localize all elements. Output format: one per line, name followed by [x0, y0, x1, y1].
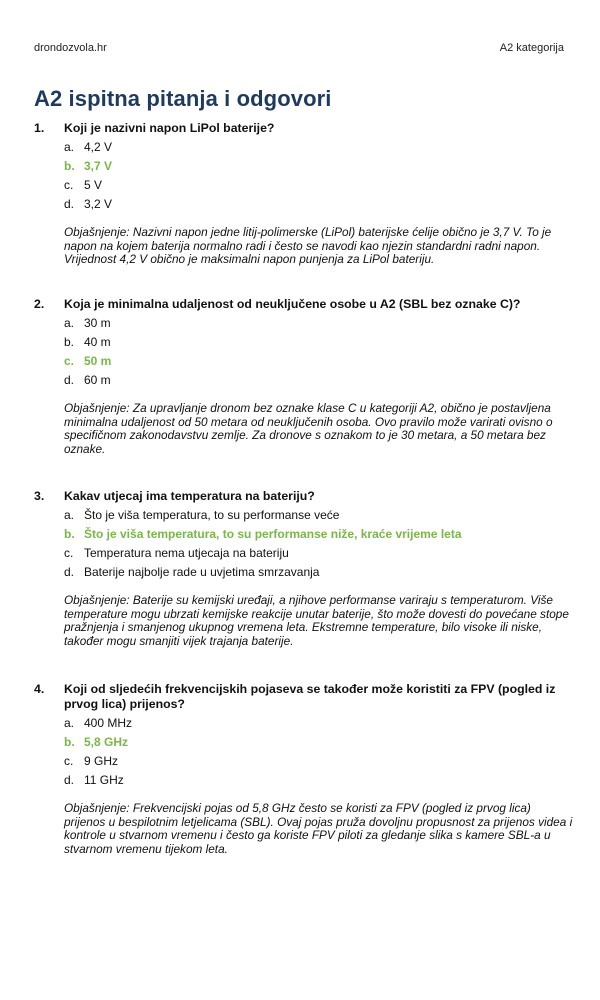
page-title: A2 ispitna pitanja i odgovori — [34, 86, 332, 111]
question-4 — [34, 682, 574, 856]
question-number: 2. — [34, 297, 45, 311]
question-2 — [34, 297, 574, 456]
answer-option: a. 4,2 V — [64, 140, 113, 154]
correct-answer-option: b. Što je viša temperatura, to su performanse niže, kraće vrijeme leta — [64, 527, 462, 541]
question-text: Koji je nazivni napon LiPol baterije? — [64, 121, 275, 135]
question-text: Koja je minimalna udaljenost od neuključene osobe u A2 (SBL bez oznake C)? — [64, 297, 521, 311]
explanation: Objašnjenje: Za upravljanje dronom bez oznake klase C u kategoriji A2, obično je postavljena minimalna udaljenost od 50 metara od neuključenih osoba. Ovo pravilo može varirati ovisno o specifičnom zakonodavstvu zemlje. Za dronove s oznakom to je 30 metara, a 50 metara bez oznake. — [64, 401, 553, 456]
explanation: Objašnjenje: Frekvencijski pojas od 5,8 GHz često se koristi za FPV (pogled iz prvog lica) prijenos u bespilotnim letjelicama (SBL). Ovaj pojas pruža dovoljnu propusnost za prijenos videa i kontrole u stvarnom vremenu i često ga koriste FPV piloti za gledanje slika s kamere SBL-a u stvarnom vremenu tijekom leta. — [64, 801, 573, 856]
answer-option: d. 60 m — [64, 373, 111, 387]
category-label: A2 kategorija — [499, 42, 564, 54]
answer-options — [34, 714, 574, 790]
answer-option: d. 11 GHz — [64, 773, 124, 787]
answer-option: c. 5 V — [64, 178, 103, 192]
site-name: drondozvola.hr — [34, 42, 107, 54]
explanation: Objašnjenje: Baterije su kemijski uređaji, a njihove performanse variraju s temperaturom. Više temperature mogu ubrzati kemijske reakcije unutar baterije, što može dovesti do povećane stope pražnjenja i smanjenog ukupnog vremena leta. Ekstremne temperature, bilo visoke ili niske, također mogu smanjiti vijek trajanja baterije. — [64, 593, 569, 648]
explanation: Objašnjenje: Nazivni napon jedne litij-polimerske (LiPol) baterijske ćelije obično je 3,7 V. To je napon na kojem baterija normalno radi i često se navodi kao njezin standardni radni napon. Vrijednost 4,2 V obično je maksimalni napon punjenja za LiPol bateriju. — [64, 225, 552, 267]
correct-answer-option: b. 3,7 V — [64, 159, 113, 173]
question-1 — [34, 121, 574, 267]
answer-option: d. 3,2 V — [64, 197, 113, 211]
answer-options — [34, 506, 574, 582]
answer-options — [34, 138, 574, 214]
answer-option: a. Što je viša temperatura, to su performanse veće — [64, 508, 340, 522]
question-text: Koji od sljedećih frekvencijskih pojaseva se također može koristiti za FPV (pogled iz prvog lica) prijenos? — [64, 682, 556, 711]
question-number: 3. — [34, 489, 45, 503]
answer-option: c. Temperatura nema utjecaja na bateriju — [64, 546, 289, 560]
answer-option: d. Baterije najbolje rade u uvjetima smrzavanja — [64, 565, 320, 579]
answer-option: b. 40 m — [64, 335, 111, 349]
question-number: 1. — [34, 121, 45, 135]
answer-options — [34, 314, 574, 390]
answer-option: c. 9 GHz — [64, 754, 119, 768]
question-number: 4. — [34, 682, 45, 696]
question-text: Kakav utjecaj ima temperatura na bateriju? — [64, 489, 315, 503]
correct-answer-option: b. 5,8 GHz — [64, 735, 129, 749]
question-3 — [34, 489, 574, 648]
correct-answer-option: c. 50 m — [64, 354, 112, 368]
answer-option: a. 30 m — [64, 316, 111, 330]
answer-option: a. 400 MHz — [64, 716, 133, 730]
